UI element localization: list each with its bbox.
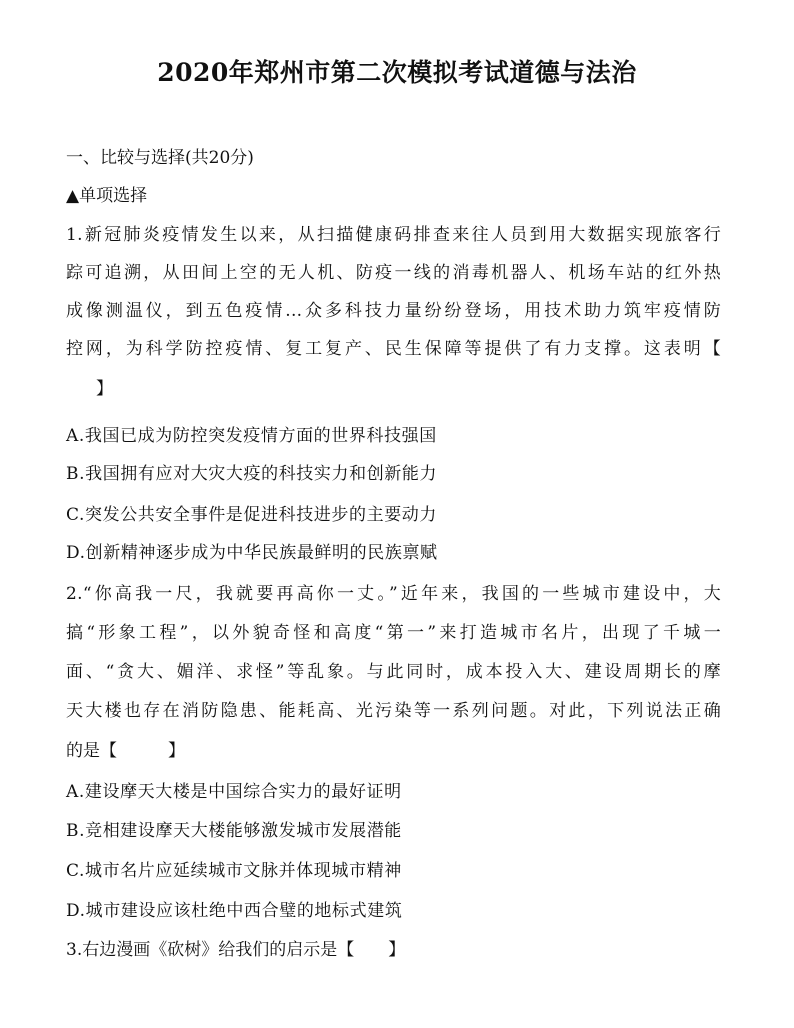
question-1-stem-line-4: 控网，为科学防控疫情、复工复产、民生保障等提供了有力支撑。这表明【 [66,339,721,359]
question-2-stem-line-2: 搞“形象工程”，以外貌奇怪和高度“第一”来打造城市名片，出现了千城一 [66,623,721,643]
question-2-option-a: A.建设摩天大楼是中国综合实力的最好证明 [66,782,402,802]
question-1-option-c: C.突发公共安全事件是促进科技进步的主要动力 [66,505,438,525]
page-title: 2020年郑州市第二次模拟考试道德与法治 [157,58,637,87]
question-2-option-c: C.城市名片应延续城市文脉并体现城市精神 [66,861,402,881]
section-subheading: ▲单项选择 [66,186,148,206]
question-1-option-d: D.创新精神逐步成为中华民族最鲜明的民族禀赋 [66,543,438,563]
question-2-stem-line-5: 的是【 】 [66,741,185,761]
question-1-option-b: B.我国拥有应对大灾大疫的科技实力和创新能力 [66,464,438,484]
section-heading: 一、比较与选择(共20分) [66,148,254,168]
question-2-stem-line-1: 2.“你高我一尺，我就要再高你一丈。”近年来，我国的一些城市建设中，大 [66,584,721,604]
question-1-stem-line-5: 】 [96,379,113,399]
question-1-stem-line-1: 1.新冠肺炎疫情发生以来，从扫描健康码排查来往人员到用大数据实现旅客行 [66,225,721,245]
question-3-stem-line-1: 3.右边漫画《砍树》给我们的启示是【 】 [66,940,406,960]
question-1-option-a: A.我国已成为防控突发疫情方面的世界科技强国 [66,426,437,446]
question-1-stem-line-2: 踪可追溯，从田间上空的无人机、防疫一线的消毒机器人、机场车站的红外热 [66,263,721,283]
question-2-stem-line-3: 面、“贪大、媚洋、求怪”等乱象。与此同时，成本投入大、建设周期长的摩 [66,662,721,682]
question-2-stem-line-4: 天大楼也存在消防隐患、能耗高、光污染等一系列问题。对此，下列说法正确 [66,701,721,721]
question-2-option-b: B.竞相建设摩天大楼能够激发城市发展潜能 [66,821,402,841]
question-1-stem-line-3: 成像测温仪，到五色疫情...众多科技力量纷纷登场，用技术助力筑牢疫情防 [66,301,721,321]
question-2-option-d: D.城市建设应该杜绝中西合璧的地标式建筑 [66,901,403,921]
